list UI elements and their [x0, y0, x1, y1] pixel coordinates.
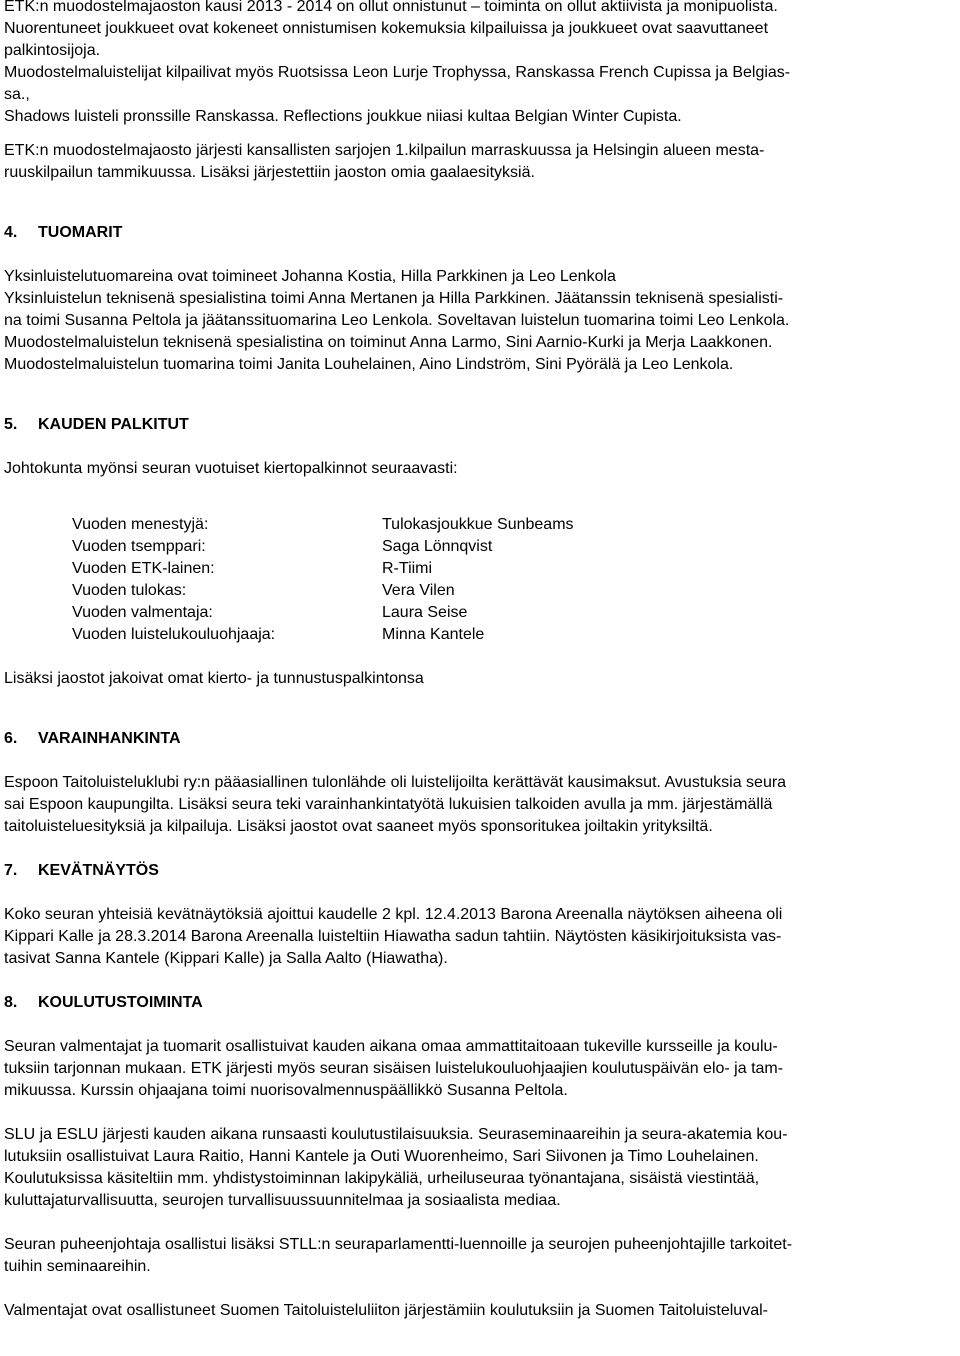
award-row	[72, 624, 956, 646]
award-recipient: Laura Seise	[382, 604, 468, 621]
body-line: Lisäksi jaostot jakoivat omat kierto- ja tunnustuspalkintonsa	[4, 670, 424, 687]
body-line: mikuussa. Kurssin ohjaajana toimi nuorisovalmennuspäällikkö Susanna Peltola.	[4, 1082, 568, 1099]
section-heading-varainhankinta	[4, 728, 956, 750]
award-row	[72, 602, 956, 624]
body-line: Yksinluistelutuomareina ovat toimineet Johanna Kostia, Hilla Parkkinen ja Leo Lenkola	[4, 268, 616, 285]
body-line: kuluttajaturvallisuutta, seurojen turvallisuussuunnitelmaa ja sosiaalista mediaa.	[4, 1192, 561, 1209]
section-title: VARAINHANKINTA	[38, 730, 181, 747]
body-line: SLU ja ESLU järjesti kauden aikana runsaasti koulutustilaisuuksia. Seuraseminaareihin ja seura-akatemia kou-	[4, 1126, 788, 1143]
document-page	[4, 0, 956, 1322]
award-row	[72, 580, 956, 602]
section-title: KOULUTUSTOIMINTA	[38, 994, 203, 1011]
awards-list	[72, 514, 956, 646]
body-line: Valmentajat ovat osallistuneet Suomen Taitoluisteluliiton järjestämiin koulutuksiin ja Suomen Taitoluisteluval-	[4, 1302, 768, 1319]
body-line: Johtokunta myönsi seuran vuotuiset kiertopalkinnot seuraavasti:	[4, 460, 458, 477]
intro-line: Muodostelmaluistelijat kilpailivat myös Ruotsissa Leon Lurje Trophyssa, Ranskassa French Cupissa ja Belgias-	[4, 64, 791, 81]
section-heading-kauden-palkitut	[4, 414, 956, 436]
award-row	[72, 558, 956, 580]
body-line: Yksinluistelun teknisenä spesialistina toimi Anna Mertanen ja Hilla Parkkinen. Jäätanssin teknisenä spesialisti-	[4, 290, 784, 307]
award-name: Vuoden menestyjä:	[72, 516, 209, 533]
award-recipient: Tulokasjoukkue Sunbeams	[382, 516, 574, 533]
section-title: TUOMARIT	[38, 224, 123, 241]
award-name: Vuoden tulokas:	[72, 582, 187, 599]
body-line: lutuksiin osallistuivat Laura Raitio, Hanni Kantele ja Outi Wuorenheimo, Sari Siivonen ja Timo Louhelainen.	[4, 1148, 759, 1165]
award-name: Vuoden luistelukouluohjaaja:	[72, 626, 276, 643]
intro-line: ETK:n muodostelmajaoston kausi 2013 - 2014 on ollut onnistunut – toiminta on ollut aktiivista ja monipuolista.	[4, 0, 778, 15]
award-recipient: R-Tiimi	[382, 560, 433, 577]
section-heading-kevatnaytos	[4, 860, 956, 882]
body-line: tuksiin tarjonnan mukaan. ETK järjesti myös seuran sisäisen luistelukouluohjaajien koulutuspäivän elo- ja tam-	[4, 1060, 784, 1077]
body-line: sai Espoon kaupungilta. Lisäksi seura teki varainhankintatyötä lukuisien talkoiden avulla ja mm. järjestämällä	[4, 796, 773, 813]
section-heading-koulutustoiminta	[4, 992, 956, 1014]
award-name: Vuoden ETK-lainen:	[72, 560, 215, 577]
intro-line: sa.,	[4, 86, 30, 103]
body-line: Kippari Kalle ja 28.3.2014 Barona Areenalla luisteltiin Hiawatha sadun tahtiin. Näytösten käsikirjoituksista vas-	[4, 928, 782, 945]
section-title: KAUDEN PALKITUT	[38, 416, 189, 433]
section-number: 8.	[4, 994, 18, 1011]
section-number: 4.	[4, 224, 18, 241]
body-line: Muodostelmaluistelun tuomarina toimi Janita Louhelainen, Aino Lindström, Sini Pyörälä ja Leo Lenkola.	[4, 356, 734, 373]
intro-line: ruuskilpailun tammikuussa. Lisäksi järjestettiin jaoston omia gaalaesityksiä.	[4, 164, 535, 181]
section-heading-tuomarit	[4, 222, 956, 244]
award-row	[72, 536, 956, 558]
section-number: 6.	[4, 730, 18, 747]
body-line: Muodostelmaluistelun teknisenä spesialistina on toiminut Anna Larmo, Sini Aarnio-Kurki ja Merja Laakkonen.	[4, 334, 773, 351]
award-name: Vuoden valmentaja:	[72, 604, 213, 621]
award-recipient: Vera Vilen	[382, 582, 455, 599]
section-title: KEVÄTNÄYTÖS	[38, 862, 159, 879]
award-recipient: Minna Kantele	[382, 626, 485, 643]
intro-line: Nuorentuneet joukkueet ovat kokeneet onnistumisen kokemuksia kilpailuissa ja joukkueet ovat saavuttaneet	[4, 20, 769, 37]
body-line: na toimi Susanna Peltola ja jäätanssituomarina Leo Lenkola. Soveltavan luistelun tuomarina toimi Leo Lenkola.	[4, 312, 790, 329]
body-line: Koulutuksissa käsiteltiin mm. yhdistystoiminnan lakipykäliä, urheiluseuraa työnantajana, sisäistä viestintää,	[4, 1170, 760, 1187]
section-number: 5.	[4, 416, 18, 433]
intro-line: ETK:n muodostelmajaosto järjesti kansallisten sarjojen 1.kilpailun marraskuussa ja Helsingin alueen mesta-	[4, 142, 765, 159]
body-line: Espoon Taitoluisteluklubi ry:n pääasiallinen tulonlähde oli luistelijoilta kerättävät kausimaksut. Avustuksia seura	[4, 774, 787, 791]
body-line: tuihin seminaareihin.	[4, 1258, 151, 1275]
award-name: Vuoden tsemppari:	[72, 538, 206, 555]
section-number: 7.	[4, 862, 18, 879]
award-row	[72, 514, 956, 536]
body-line: Koko seuran yhteisiä kevätnäytöksiä ajoittui kaudelle 2 kpl. 12.4.2013 Barona Areenalla näytöksen aiheena oli	[4, 906, 783, 923]
award-recipient: Saga Lönnqvist	[382, 538, 493, 555]
body-line: taitoluisteluesityksiä ja kilpailuja. Lisäksi jaostot ovat saaneet myös sponsoritukea joiltakin yrityksiltä.	[4, 818, 713, 835]
intro-line: palkintosijoja.	[4, 42, 101, 59]
body-line: tasivat Sanna Kantele (Kippari Kalle) ja Salla Aalto (Hiawatha).	[4, 950, 448, 967]
body-line: Seuran puheenjohtaja osallistui lisäksi STLL:n seuraparlamentti-luennoille ja seurojen puheenjohtajille tarkoitet-	[4, 1236, 793, 1253]
intro-line: Shadows luisteli pronssille Ranskassa. Reflections joukkue niiasi kultaa Belgian Winter Cupista.	[4, 108, 682, 125]
body-line: Seuran valmentajat ja tuomarit osallistuivat kauden aikana omaa ammattitaitoaan tukeville kursseille ja koulu-	[4, 1038, 778, 1055]
